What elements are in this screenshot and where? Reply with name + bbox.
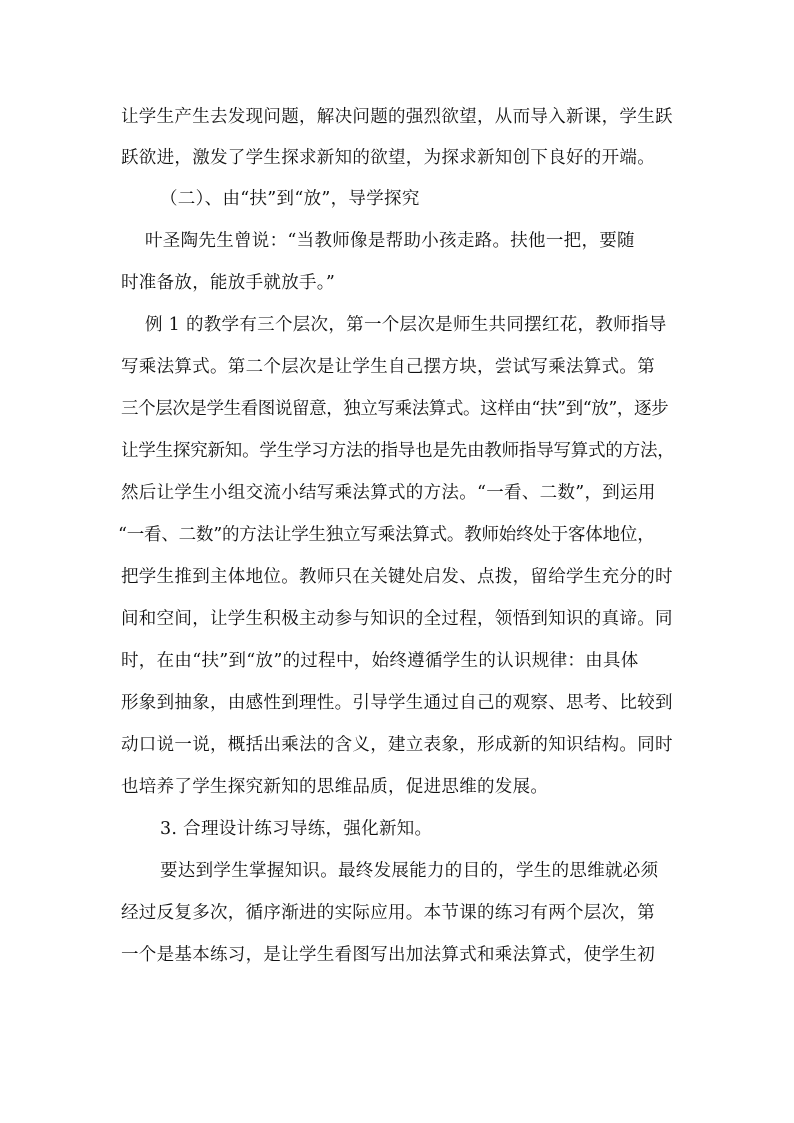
text-line: 要达到学生掌握知识。最终发展能力的目的，学生的思维就必须 bbox=[160, 861, 659, 881]
text-line: 让学生探究新知。学生学习方法的指导也是先由教师指导写算式的方法， bbox=[121, 441, 675, 461]
text-line: 时，在由“扶”到“放”的过程中，始终遵循学生的认识规律：由具体 bbox=[121, 651, 639, 671]
text-line: 例 1 的教学有三个层次，第一个层次是师生共同摆红花，教师指导 bbox=[145, 315, 667, 335]
text-line: 也培养了学生探究新知的思维品质，促进思维的发展。 bbox=[121, 777, 549, 797]
text-line: 一个是基本练习，是让学生看图写出加法算式和乘法算式，使学生初 bbox=[121, 945, 655, 965]
text-line: 让学生产生去发现问题，解决问题的强烈欲望，从而导入新课，学生跃 bbox=[121, 107, 673, 127]
text-line: 动口说一说，概括出乘法的含义，建立表象，形成新的知识结构。同时 bbox=[121, 735, 673, 755]
text-line: “一看、二数”的方法让学生独立写乘法算式。教师始终处于客体地位， bbox=[118, 525, 655, 545]
text-line: 跃欲进，激发了学生探求新知的欲望，为探求新知创下良好的开端。 bbox=[121, 148, 655, 168]
section-heading: 3. 合理设计练习导练，强化新知。 bbox=[160, 819, 433, 839]
text-line: 经过反复多次，循序渐进的实际应用。本节课的练习有两个层次，第 bbox=[121, 903, 655, 923]
text-line: 时准备放，能放手就放手。” bbox=[121, 273, 336, 293]
text-line: 把学生推到主体地位。教师只在关键处启发、点拨，留给学生充分的时 bbox=[121, 567, 673, 587]
text-line: 叶圣陶先生曾说：“当教师像是帮助小孩走路。扶他一把，要随 bbox=[145, 231, 635, 251]
text-line: 形象到抽象，由感性到理性。引导学生通过自己的观察、思考、比较到 bbox=[121, 693, 673, 713]
text-line: 写乘法算式。第二个层次是让学生自己摆方块，尝试写乘法算式。第 bbox=[121, 357, 655, 377]
text-line: 三个层次是学生看图说留意，独立写乘法算式。这样由“扶”到“放”，逐步 bbox=[121, 399, 669, 419]
text-line: 然后让学生小组交流小结写乘法算式的方法。“一看、二数”，到运用 bbox=[121, 483, 656, 503]
section-heading: （二）、由“扶”到“放”，导学探究 bbox=[160, 189, 420, 209]
text-line: 间和空间，让学生积极主动参与知识的全过程，领悟到知识的真谛。同 bbox=[121, 609, 673, 629]
